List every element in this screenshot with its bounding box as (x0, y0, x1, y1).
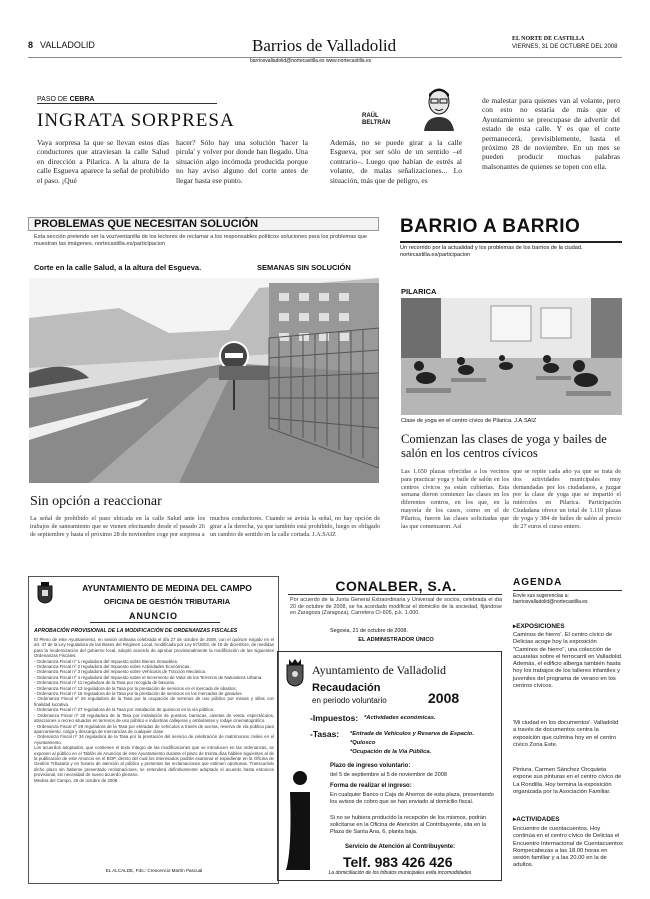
ad-organization: Ayuntamiento de Valladolid (312, 663, 446, 677)
header-rule (28, 57, 622, 58)
neighborhood-label: PILARICA (401, 287, 437, 296)
ad-subtitle: en periodo voluntario (312, 696, 387, 705)
expo-item-3: Pintura. Carmen Sánchez Orcquieta expone sus pinturas en el centro cívico de La Rondilla. Hoy termina la exposición organizada por la Asociación Familiar. (513, 767, 622, 795)
column-kicker (37, 96, 94, 103)
barrio-title: BARRIO A BARRIO (400, 216, 581, 237)
column-text-1: Vaya sorpresa la que se llevan estos días conductores que atraviesan la calle Salud en dirección a Pilarica. A la altura de la calle Esgueva aparece la señal de prohibido el paso. ¡Qué (37, 138, 169, 185)
list-item: - Ordenanza Fiscal nº 2 reguladora del Impuesto sobre Actividades Económicas. (34, 664, 191, 670)
newspaper-name: EL NORTE DE CASTILLA (512, 36, 585, 42)
service-label: Servicio de Atención al Contribuyente: (345, 844, 456, 850)
masthead: Barrios de Valladolid (252, 36, 397, 55)
barrio-rule (400, 241, 622, 243)
issue-date: VIERNES, 31 DE OCTUBRE DEL 2008 (512, 44, 618, 50)
ordinance-list (34, 659, 274, 746)
agenda-subtitle: Envíe sus sugerencias a: barriosvalladolid@nortecastilla.es (513, 593, 588, 605)
column-text-3: Además, no se puede girar a la calle Esgueva, por ser sólo de un sentido –el contrario–. Luego que habían de estrés al volante, de malas señalizaciones... Lo situación, más que de peligro, es (330, 138, 462, 185)
forma-text: En cualquier Banco o Caja de Ahorros de esta plaza, presentando los avisos de cobro que se han enviado al domicilio fiscal. (330, 792, 494, 805)
ad-title: Recaudación (312, 682, 381, 694)
medina-signature: EL ALCALDE, Fdo.: Crescencio Martín Pascual (105, 868, 203, 873)
photo-caption-right: SEMANAS SIN SOLUCIÓN (257, 263, 351, 272)
valladolid-crest-icon (285, 659, 305, 687)
tasas-label: -Tasas: (310, 729, 340, 739)
actividades-label: ACTIVIDADES (516, 816, 560, 823)
photo-caption-left: Corte en la calle Salud, a la altura del Esgueva. (34, 263, 202, 272)
column-text-2: hacer? Sólo hay una solución 'hacer la pirula' y volver por donde han llegado. Una situación algo incómoda producida porque no hay aviso alguno del corte antes de llegar hasta ese punto. (176, 138, 308, 185)
yoga-text-1: Las 1.650 plazas ofrecidas a los vecinos para practicar yoga y baile de salón en los centros cívicos ya están cubiertas. Esta semana dieron comienzo las clases en los diferentes centros, en los que, en la mayoría de los casos, como en el de Pilarica, fueron las clases solicitadas que las que comenzaron. Así (401, 468, 509, 530)
conalber-date: Segovia, 21 de octubre de 2008. (330, 628, 408, 634)
yoga-headline: Comienzan las clases de yoga y bailes de salón en los centros cívicos (401, 432, 607, 460)
medina-closing: Los acuerdos adoptados, que contienen el texto íntegro de las modificaciones que se introducen en las ordenanzas, se exponen al público en el Tablón de Anuncios de este Ayuntamiento durante el plazo de treinta días hábiles siguientes al de la publicación de este Anuncio en el BOP, dentro del cual los interesados podrán examinar el expediente en la Oficina de Gestión Tributaria y en horario de atención al público y presentar las reclamaciones que estimen oportunas. Transcurrido dicho plazo sin haberse presentado reclamaciones, se entenderá definitivamente adoptado el acuerdo hasta entonces provisional, sin necesidad de nuevo acuerdo plenario. (34, 745, 274, 778)
yoga-photo (401, 298, 622, 415)
conalber-body: Por acuerdo de la Junta General Extraordinaria y Universal de socios, celebrada el día 20 de octubre de 2008, se ha acordado modificar el domicilio de la sociedad, fijándose en Zaragoza (Zaragoza), Carretera CI-605, p.k. 1.000. (290, 597, 502, 617)
story-title: Sin opción a reaccionar (30, 494, 162, 509)
tasas-value: *Quiosco (350, 740, 376, 746)
story-text-1: La señal de prohibido el paso ubicada en la calle Salud ante los trabajos de saneamiento que se vienen efectuando desde el pasado 26 de septiembre y hasta el próximo 28 de noviembre coge por sorpresa a (30, 515, 205, 538)
list-item: - Ordenanza Fiscal nº 34 reguladora de la Tasa por la prestación del servicio de celebración de matrimonios civiles en el Ayuntamiento. (34, 734, 274, 745)
kicker-name: CEBRA (69, 96, 95, 103)
list-item: - Ordenanza Fiscal nº 29 reguladora de la Tasa por entradas de vehículos a través de aceras, reserva de vía pública para aparcamiento, carga y descarga de mercancías de cualquier clase. (34, 723, 274, 734)
coat-of-arms-icon (36, 582, 54, 604)
medina-title: AYUNTAMIENTO DE MEDINA DEL CAMPO (82, 583, 252, 593)
list-item: - Ordenanza Fiscal nº 13 reguladora de la Tasa por la prestación de servicios en el mercado de abastos. (34, 685, 237, 691)
info-i-icon (278, 770, 318, 870)
expo-item-2: 'Mi ciudad en los documentos'. Valladolid a través de documentos centra la exposición que culmina hoy en el centro cívico Zona Este. (513, 720, 619, 748)
ad-footer: La domiciliación de los tributos municipales evita incomodidades (328, 870, 472, 876)
list-item: - Ordenanza Fiscal nº 1 reguladora del Impuesto sobre Bienes Inmuebles. (34, 658, 179, 664)
tasas-value: *Ocupación de la Vía Pública. (350, 749, 432, 755)
plazo-title: Plazo de ingreso voluntario: (330, 763, 411, 769)
medina-sign-date: Medina del Campo, 29 de octubre de 2008. (34, 777, 119, 783)
author-portrait-icon (420, 85, 458, 131)
yoga-text-2: que se repite cada año ya que se trata de dos actividades municipales muy demandadas por los ciudadanos, a juzgar por la clase de yoga que se impartió el miércoles en Pilarica. Participación Ciudadana ofrece un total de 1.110 plazas de yoga y 384 de bailes de salón al precio de 27 euros el curso entero. (513, 468, 621, 530)
list-item: - Ordenanza Fiscal nº 3 reguladora del Impuesto sobre Vehículos de Tracción Mecánica. (34, 669, 207, 675)
author-last: BELTRÁN (362, 120, 391, 126)
street-photo (29, 278, 379, 483)
kicker-rule (37, 103, 217, 104)
list-item: - Ordenanza Fiscal nº 26 reguladora de la Tasa por la ocupación de terrenos de uso público por mesas y sillas con finalidad lucrativa. (34, 696, 274, 707)
exposiciones-label: EXPOSICIONES (516, 623, 565, 630)
masthead-contact: barriosvalladolid@nortecastilla.es www.nortecastilla.es (250, 58, 372, 64)
kicker-prefix: PASO DE (37, 96, 68, 103)
ad-year: 2008 (428, 690, 460, 706)
tasas-value: *Entrada de Vehículos y Reserva de Espacio. (350, 731, 474, 737)
plazo-value: del 5 de septiembre al 5 de noviembre de 2008 (330, 772, 447, 778)
column-headline: INGRATA SORPRESA (37, 110, 235, 131)
list-item: - Ordenanza Fiscal nº 28 reguladora de la Tasa por instalación de puestos, barracas, casetas de venta, espectáculos, atracciones o recreo situados en terrenos de uso público e industrias callejeras y ambulantes y rodaje cinematográfico. (34, 712, 274, 724)
list-item: - Ordenanza Fiscal nº 16 reguladora de la Tasa por la prestación de servicios en los mercados de ganados. (34, 691, 243, 697)
medina-subtitle: APROBACIÓN PROVISIONAL DE LA MODIFICACIÓN DE ORDENANZAS FISCALES (34, 628, 238, 634)
medina-intro: El Pleno de este Ayuntamiento, en sesión ordinaria celebrada el día 27 de octubre de 2008, con el quórum exigido en el art. 47 de la Ley reguladora de las Bases del Régimen Local, modificada por Ley 57/2003, de 16 de diciembre, de medidas para la modernización del gobierno local, adoptó acuerdo de aprobar provisionalmente la modificación de las siguientes Ordenanzas Fiscales: (34, 637, 274, 659)
medina-rule (90, 622, 220, 623)
actividades-heading: ▸ACTIVIDADES (513, 816, 560, 823)
extra-text: Si no se hubiera producido la recepción de los mismos, podrán solicitarse en la Oficina de Atención al Contribuyente, sita en la Plaza de Santa Ana, 6, planta baja. (330, 815, 487, 835)
column-text-4: de malestar para quienes van al volante, pero con esto no estaría de más que el Ayuntamiento se preocupase de advertir del estado de esta calle. Y es que el corte permanecerá, previsiblemente, hasta el próximo 28 de noviembre. En un mes se pueden producir muchas palabras malsonantes de quienes se topen con ella. (482, 96, 620, 171)
forma-title: Forma de realizar el ingreso: (330, 783, 412, 789)
problems-title: PROBLEMAS QUE NECESITAN SOLUCIÓN (34, 218, 259, 230)
expo-item-1: Caminos de hierro'. El centro cívico de Delicias acoge hoy la exposición "Caminos de hierro", una colección de acuarelas sobre el ferrocarril en Valladolid. Además, el edificio alberga también hasta hoy los trabajos de los talleres infantiles y juveniles del programa de verano en los centros cívicos. (513, 632, 623, 690)
impuestos-value: *Actividades económicas. (364, 715, 436, 721)
list-item: - Ordenanza Fiscal nº 4 reguladora del Impuesto sobre el Incremento de Valor de los Terrenos de Naturaleza Urbana. (34, 674, 263, 680)
medina-body (34, 637, 274, 783)
exposiciones-heading: ▸EXPOSICIONES (513, 623, 565, 630)
problems-description: Esta sección pretende ser la voz/ventanilla de los lectores de reclamar a los responsables políticos soluciones para los problemas que muestran las imágenes. nortecastilla.es/participacion (34, 234, 368, 247)
agenda-rule (513, 590, 622, 591)
column-author (362, 113, 390, 127)
conalber-rule (288, 594, 502, 595)
list-item: - Ordenanza Fiscal nº 27 reguladora de la Tasa por instalación de quioscos en la vía pública. (34, 707, 215, 713)
medina-anuncio: ANUNCIO (129, 611, 178, 621)
story-text-2: muchos conductores. Cuando se avista la señal, no hay opción de girar a la derecha, ya que también está prohibido, luego es obligado un cambio de sentido en la calle cortada. J.A.SAIZ (210, 515, 380, 538)
list-item: - Ordenanza Fiscal nº 11 reguladora de la Tasa por recogida de basuras. (34, 680, 176, 686)
page-number: 8 (28, 40, 34, 50)
agenda-title: AGENDA (513, 577, 563, 588)
impuestos-label: -Impuestos: (310, 713, 359, 723)
conalber-title: CONALBER, S.A. (335, 578, 457, 594)
activity-item-1: Encuentro de cuentacuentos. Hoy continúa en el centro cívico de Delicias el Encuentro Internacional de Cuentacuentos Rompecabezas a las 18.00 horas en sesión familiar y a las 20.00 en la de adultos. (513, 826, 623, 869)
section-label: VALLADOLID (40, 40, 95, 50)
author-first: RAÚL (362, 113, 379, 119)
conalber-admin: EL ADMINISTRADOR ÚNICO (358, 637, 434, 643)
yoga-photo-caption: Clase de yoga en el centro cívico de Pilarica. J.A.SAIZ (401, 418, 537, 424)
medina-office: OFICINA DE GESTIÓN TRIBUTARIA (103, 597, 231, 606)
ad-telephone: Telf. 983 426 426 (343, 854, 453, 870)
barrio-description: Un recorrido por la actualidad y los problemas de los barrios de la ciudad. nortecastilla.es/participacion (400, 245, 583, 258)
